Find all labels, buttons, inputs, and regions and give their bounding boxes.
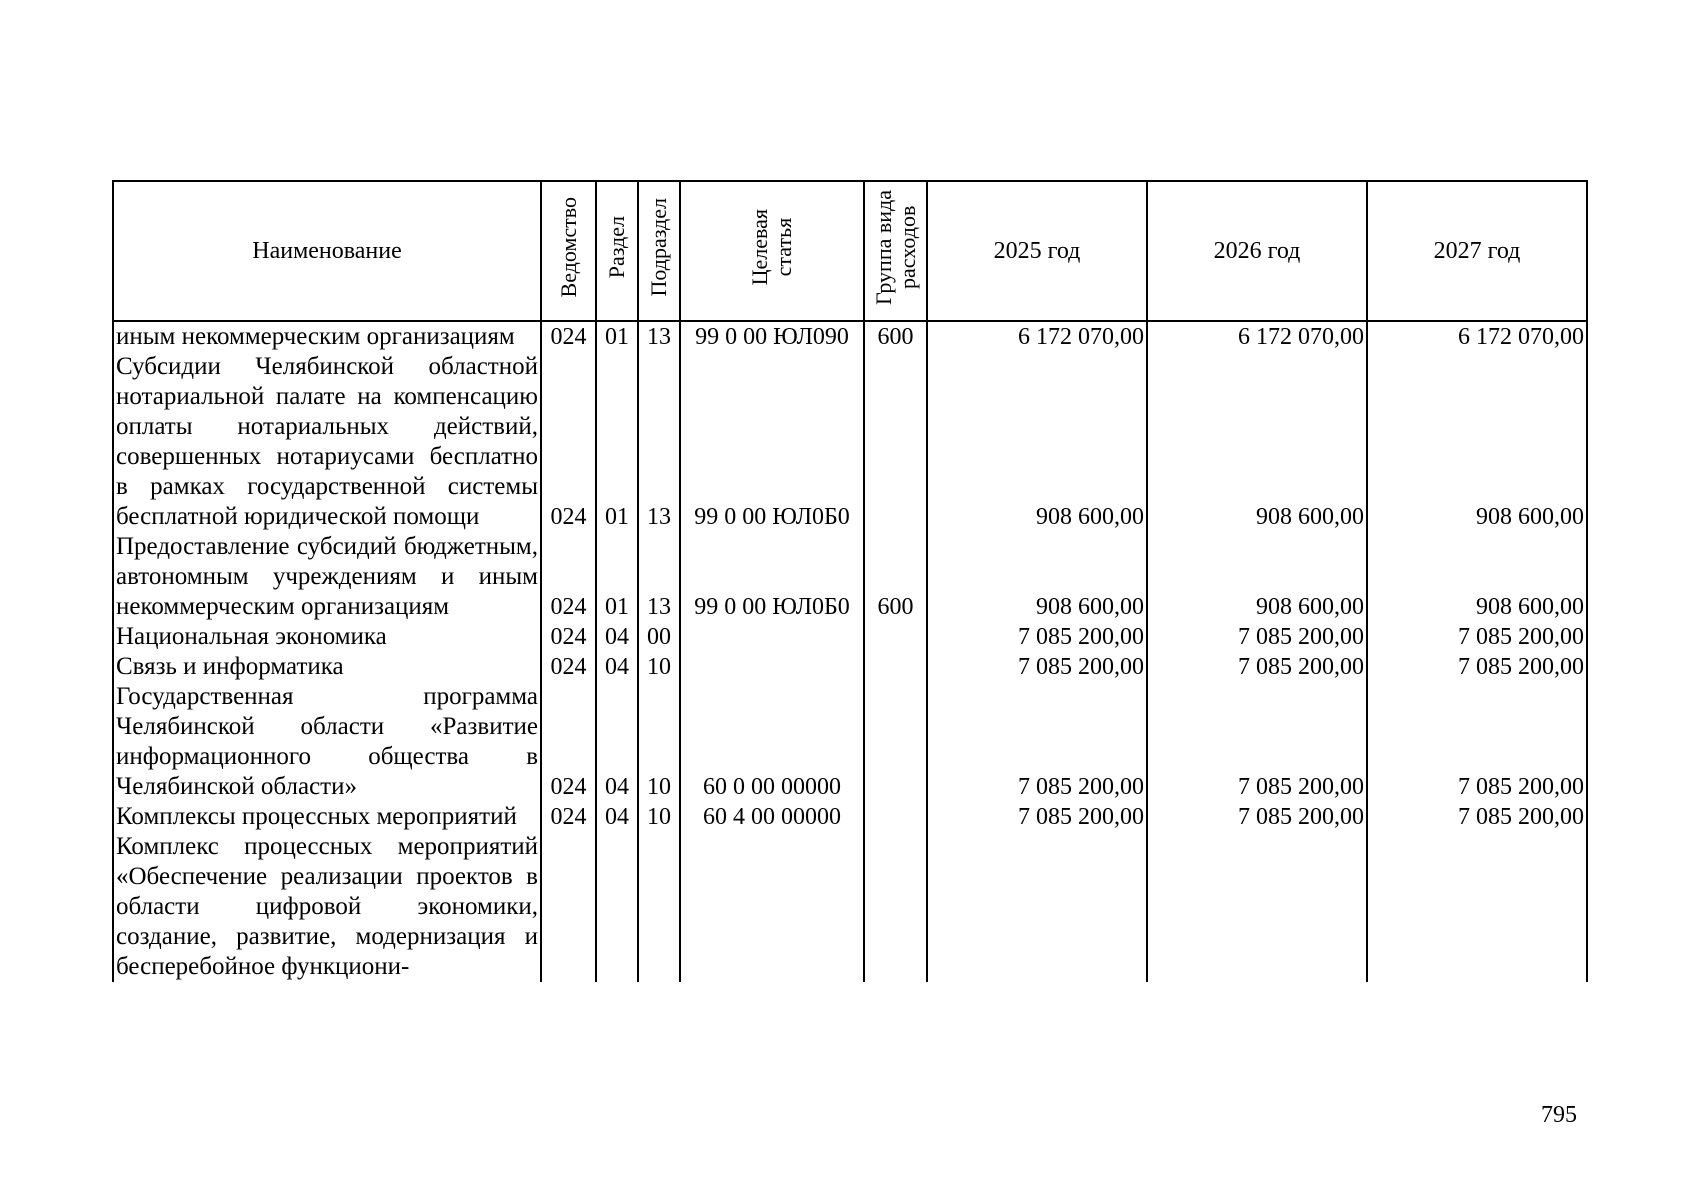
- table-row: [113, 321, 1587, 352]
- row-name: Комплекс процессных мероприятий «Обеспечение реализации проектов в области цифровой экономики, создание, развитие, модернизация и бесперебойное функциони-: [113, 832, 541, 982]
- budget-table: [112, 180, 1588, 982]
- row-name: Государственная программа Челябинской области «Развитие информационного общества в Челябинской области»: [113, 682, 541, 802]
- table-row: [113, 532, 1587, 622]
- row-vedomstvo: 024: [541, 532, 596, 622]
- row-2025: 7 085 200,00: [927, 682, 1147, 802]
- row-tselevaya-statya: [680, 622, 864, 652]
- row-gruppa: [864, 832, 927, 982]
- row-2025: 7 085 200,00: [927, 802, 1147, 832]
- row-2025: 7 085 200,00: [927, 622, 1147, 652]
- row-2025: 908 600,00: [927, 352, 1147, 532]
- row-gruppa: 600: [864, 321, 927, 352]
- table-header-row: [113, 181, 1587, 321]
- row-vedomstvo: 024: [541, 622, 596, 652]
- header-vedomstvo: Ведомство: [541, 181, 596, 321]
- row-razdel: 01: [596, 352, 638, 532]
- row-podrazdel: 10: [638, 802, 680, 832]
- row-gruppa: 600: [864, 532, 927, 622]
- row-tselevaya-statya: 99 0 00 ЮЛ0Б0: [680, 352, 864, 532]
- row-2026: 7 085 200,00: [1147, 682, 1367, 802]
- table-row: [113, 622, 1587, 652]
- row-tselevaya-statya: [680, 652, 864, 682]
- row-2026: 7 085 200,00: [1147, 622, 1367, 652]
- row-2026: 7 085 200,00: [1147, 652, 1367, 682]
- row-name: иным некоммерческим организациям: [113, 321, 541, 352]
- row-tselevaya-statya: [680, 832, 864, 982]
- row-2026: [1147, 832, 1367, 982]
- row-vedomstvo: 024: [541, 652, 596, 682]
- row-tselevaya-statya: 99 0 00 ЮЛ090: [680, 321, 864, 352]
- row-gruppa: [864, 652, 927, 682]
- row-razdel: 04: [596, 802, 638, 832]
- row-2025: [927, 832, 1147, 982]
- row-razdel: 04: [596, 682, 638, 802]
- header-name: Наименование: [113, 181, 541, 321]
- row-razdel: 04: [596, 622, 638, 652]
- row-2025: 6 172 070,00: [927, 321, 1147, 352]
- row-gruppa: [864, 622, 927, 652]
- row-vedomstvo: 024: [541, 682, 596, 802]
- row-podrazdel: 13: [638, 352, 680, 532]
- row-name: Связь и информатика: [113, 652, 541, 682]
- header-2027: 2027 год: [1367, 181, 1587, 321]
- row-razdel: [596, 832, 638, 982]
- row-2027: 7 085 200,00: [1367, 682, 1587, 802]
- row-podrazdel: [638, 832, 680, 982]
- row-vedomstvo: [541, 832, 596, 982]
- row-podrazdel: 13: [638, 321, 680, 352]
- row-2027: [1367, 832, 1587, 982]
- row-vedomstvo: 024: [541, 321, 596, 352]
- row-vedomstvo: 024: [541, 802, 596, 832]
- row-2027: 7 085 200,00: [1367, 622, 1587, 652]
- row-gruppa: [864, 802, 927, 832]
- row-2026: 908 600,00: [1147, 352, 1367, 532]
- row-gruppa: [864, 682, 927, 802]
- row-name: Предоставление субсидий бюджетным, автономным учреждениям и иным некоммерческим организациям: [113, 532, 541, 622]
- row-podrazdel: 10: [638, 652, 680, 682]
- row-2027: 908 600,00: [1367, 532, 1587, 622]
- row-2026: 908 600,00: [1147, 532, 1367, 622]
- row-tselevaya-statya: 60 4 00 00000: [680, 802, 864, 832]
- header-razdel: Раздел: [596, 181, 638, 321]
- header-tselevaya-statya: Целевая статья: [680, 181, 864, 321]
- row-name: Субсидии Челябинской областной нотариальной палате на компенсацию оплаты нотариальных действий, совершенных нотариусами бесплатно в рамках государственной системы бесплатной юридической помощи: [113, 352, 541, 532]
- row-podrazdel: 10: [638, 682, 680, 802]
- row-razdel: 01: [596, 532, 638, 622]
- table-row: [113, 682, 1587, 802]
- row-2027: 908 600,00: [1367, 352, 1587, 532]
- row-tselevaya-statya: 60 0 00 00000: [680, 682, 864, 802]
- row-name: Национальная экономика: [113, 622, 541, 652]
- row-razdel: 04: [596, 652, 638, 682]
- row-gruppa: [864, 352, 927, 532]
- row-2026: 7 085 200,00: [1147, 802, 1367, 832]
- header-podrazdel: Подраздел: [638, 181, 680, 321]
- row-vedomstvo: 024: [541, 352, 596, 532]
- row-2027: 7 085 200,00: [1367, 652, 1587, 682]
- page-number: 795: [1541, 1102, 1577, 1128]
- table-row: [113, 802, 1587, 832]
- row-razdel: 01: [596, 321, 638, 352]
- row-2025: 7 085 200,00: [927, 652, 1147, 682]
- table-row: [113, 652, 1587, 682]
- table-row: [113, 832, 1587, 982]
- row-podrazdel: 00: [638, 622, 680, 652]
- header-2026: 2026 год: [1147, 181, 1367, 321]
- table-row: [113, 352, 1587, 532]
- row-podrazdel: 13: [638, 532, 680, 622]
- row-2025: 908 600,00: [927, 532, 1147, 622]
- row-tselevaya-statya: 99 0 00 ЮЛ0Б0: [680, 532, 864, 622]
- row-2027: 7 085 200,00: [1367, 802, 1587, 832]
- header-2025: 2025 год: [927, 181, 1147, 321]
- header-gruppa-vida-raskhodov: Группа вида расходов: [864, 181, 927, 321]
- row-2027: 6 172 070,00: [1367, 321, 1587, 352]
- row-2026: 6 172 070,00: [1147, 321, 1367, 352]
- row-name: Комплексы процессных мероприятий: [113, 802, 541, 832]
